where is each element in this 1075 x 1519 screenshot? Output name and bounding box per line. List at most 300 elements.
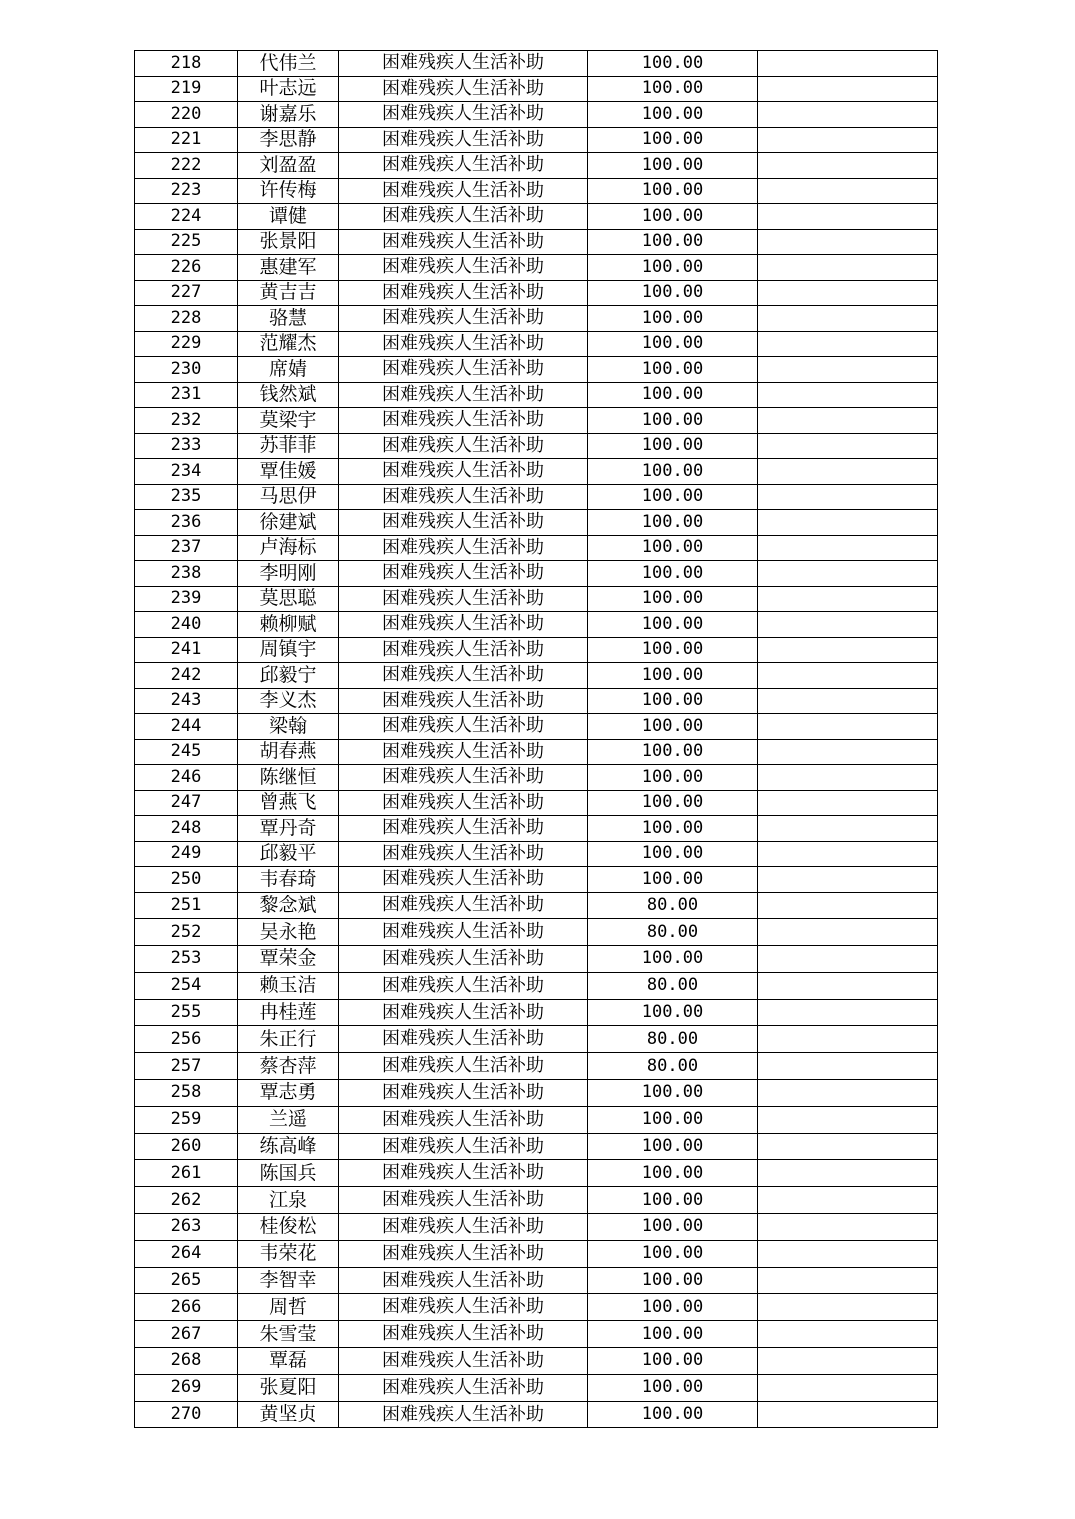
recipient-name-cell-text: 胡春燕 <box>259 740 317 763</box>
subsidy-item-cell <box>339 714 588 740</box>
amount-cell-text: 100.00 <box>641 129 704 150</box>
subsidy-item-cell-text: 困难残疾人生活补助 <box>382 1189 544 1211</box>
row-number-cell-text: 218 <box>170 52 202 73</box>
subsidy-item-cell <box>339 153 588 179</box>
subsidy-item-cell <box>339 1321 588 1348</box>
recipient-name-cell-text: 席婧 <box>268 357 307 380</box>
amount-cell-text: 100.00 <box>641 435 704 456</box>
recipient-name-cell <box>238 816 339 842</box>
remarks-cell <box>758 1401 938 1428</box>
recipient-name-cell <box>238 1348 339 1375</box>
row-number-cell <box>135 739 238 765</box>
remarks-cell <box>758 999 938 1026</box>
recipient-name-cell-text: 覃磊 <box>268 1349 307 1372</box>
amount-cell-text: 100.00 <box>641 664 704 685</box>
row-number-cell <box>135 999 238 1026</box>
recipient-name-cell <box>238 1214 339 1241</box>
amount-cell <box>588 1160 758 1187</box>
recipient-name-cell-text: 赖玉洁 <box>259 974 317 997</box>
remarks-cell <box>758 306 938 332</box>
row-number-cell <box>135 1321 238 1348</box>
subsidy-item-cell <box>339 255 588 281</box>
recipient-name-cell-text: 骆慧 <box>268 306 307 329</box>
amount-cell-text: 100.00 <box>641 103 704 124</box>
row-number-cell <box>135 408 238 434</box>
recipient-name-cell <box>238 459 339 485</box>
amount-cell <box>588 408 758 434</box>
remarks-cell <box>758 972 938 999</box>
recipient-name-cell-text: 莫梁宇 <box>259 408 317 431</box>
amount-cell <box>588 102 758 128</box>
amount-cell-text: 100.00 <box>641 766 704 787</box>
amount-cell-text: 100.00 <box>641 307 704 328</box>
recipient-name-cell <box>238 1374 339 1401</box>
row-number-cell <box>135 1267 238 1294</box>
row-number-cell <box>135 892 238 919</box>
row-number-cell <box>135 663 238 689</box>
subsidy-item-cell <box>339 433 588 459</box>
amount-cell <box>588 1321 758 1348</box>
recipient-name-cell <box>238 102 339 128</box>
subsidy-item-cell-text: 困难残疾人生活补助 <box>382 664 544 686</box>
recipient-name-cell-text: 曾燕飞 <box>259 791 317 814</box>
amount-cell <box>588 841 758 867</box>
row-number-cell-text: 235 <box>170 486 202 507</box>
table-row <box>135 637 938 663</box>
subsidy-item-cell <box>339 102 588 128</box>
row-number-cell-text: 240 <box>170 613 202 634</box>
subsidy-item-cell-text: 困难残疾人生活补助 <box>382 1269 544 1291</box>
remarks-cell <box>758 510 938 536</box>
amount-cell <box>588 1240 758 1267</box>
subsidy-item-cell-text: 困难残疾人生活补助 <box>382 613 544 635</box>
amount-cell <box>588 510 758 536</box>
table-row <box>135 739 938 765</box>
recipient-name-cell <box>238 1294 339 1321</box>
row-number-cell <box>135 204 238 230</box>
amount-cell-text: 100.00 <box>641 180 704 201</box>
recipient-name-cell <box>238 1267 339 1294</box>
row-number-cell-text: 249 <box>170 843 202 864</box>
recipient-name-cell <box>238 972 339 999</box>
subsidy-item-cell <box>339 892 588 919</box>
remarks-cell <box>758 765 938 791</box>
subsidy-item-cell <box>339 510 588 536</box>
subsidy-item-cell <box>339 765 588 791</box>
recipient-name-cell-text: 韦荣花 <box>259 1242 317 1265</box>
row-number-cell <box>135 612 238 638</box>
table-row <box>135 892 938 919</box>
amount-cell-text: 100.00 <box>641 358 704 379</box>
table-row <box>135 76 938 102</box>
row-number-cell-text: 227 <box>170 282 202 303</box>
row-number-cell-text: 268 <box>170 1350 202 1371</box>
recipient-name-cell <box>238 204 339 230</box>
amount-cell-text: 100.00 <box>641 948 704 969</box>
amount-cell-text: 100.00 <box>641 231 704 252</box>
row-number-cell <box>135 331 238 357</box>
subsidy-item-cell <box>339 1214 588 1241</box>
table-row <box>135 357 938 383</box>
recipient-name-cell-text: 黎念斌 <box>259 893 317 916</box>
recipient-name-cell <box>238 892 339 919</box>
row-number-cell-text: 259 <box>170 1109 202 1130</box>
amount-cell <box>588 790 758 816</box>
recipient-name-cell-text: 兰遥 <box>268 1108 307 1131</box>
row-number-cell <box>135 1053 238 1080</box>
recipient-name-cell <box>238 841 339 867</box>
subsidy-item-cell-text: 困难残疾人生活补助 <box>382 1081 544 1103</box>
amount-cell-text: 100.00 <box>641 384 704 405</box>
table-row <box>135 1053 938 1080</box>
amount-cell-text: 100.00 <box>641 511 704 532</box>
recipient-name-cell <box>238 1026 339 1053</box>
row-number-cell-text: 245 <box>170 741 202 762</box>
recipient-name-cell-text: 叶志远 <box>259 77 317 100</box>
subsidy-item-cell-text: 困难残疾人生活补助 <box>382 791 544 813</box>
amount-cell <box>588 1187 758 1214</box>
remarks-cell <box>758 714 938 740</box>
row-number-cell <box>135 637 238 663</box>
recipient-name-cell-text: 陈国兵 <box>259 1161 317 1184</box>
row-number-cell <box>135 790 238 816</box>
table-row <box>135 714 938 740</box>
amount-cell <box>588 433 758 459</box>
row-number-cell-text: 230 <box>170 358 202 379</box>
remarks-cell <box>758 637 938 663</box>
subsidy-item-cell-text: 困难残疾人生活补助 <box>382 1403 544 1425</box>
amount-cell <box>588 1374 758 1401</box>
amount-cell-text: 100.00 <box>641 486 704 507</box>
table-row <box>135 127 938 153</box>
amount-cell <box>588 765 758 791</box>
amount-cell-text: 100.00 <box>641 792 704 813</box>
row-number-cell <box>135 919 238 946</box>
amount-cell <box>588 1348 758 1375</box>
row-number-cell <box>135 816 238 842</box>
table-row <box>135 255 938 281</box>
subsidy-item-cell-text: 困难残疾人生活补助 <box>382 1108 544 1130</box>
remarks-cell <box>758 946 938 973</box>
amount-cell-text: 100.00 <box>641 1082 704 1103</box>
table-row <box>135 790 938 816</box>
table-body <box>135 51 938 1428</box>
remarks-cell <box>758 204 938 230</box>
recipient-name-cell <box>238 280 339 306</box>
remarks-cell <box>758 663 938 689</box>
amount-cell <box>588 178 758 204</box>
row-number-cell-text: 258 <box>170 1082 202 1103</box>
recipient-name-cell-text: 张景阳 <box>259 230 317 253</box>
row-number-cell <box>135 1187 238 1214</box>
recipient-name-cell-text: 范耀杰 <box>259 332 317 355</box>
subsidy-item-cell <box>339 946 588 973</box>
amount-cell <box>588 76 758 102</box>
amount-cell <box>588 153 758 179</box>
subsidy-item-cell <box>339 1401 588 1428</box>
row-number-cell-text: 220 <box>170 103 202 124</box>
table-row <box>135 204 938 230</box>
remarks-cell <box>758 127 938 153</box>
recipient-name-cell <box>238 1106 339 1133</box>
recipient-name-cell <box>238 1053 339 1080</box>
amount-cell-text: 100.00 <box>641 409 704 430</box>
row-number-cell-text: 229 <box>170 333 202 354</box>
row-number-cell-text: 261 <box>170 1162 202 1183</box>
recipient-name-cell-text: 朱正行 <box>259 1027 317 1050</box>
subsidy-item-cell <box>339 306 588 332</box>
recipient-name-cell-text: 徐建斌 <box>259 510 317 533</box>
amount-cell <box>588 688 758 714</box>
row-number-cell <box>135 535 238 561</box>
subsidy-item-cell-text: 困难残疾人生活补助 <box>382 434 544 456</box>
subsidy-item-cell-text: 困难残疾人生活补助 <box>382 868 544 890</box>
row-number-cell <box>135 229 238 255</box>
recipient-name-cell-text: 惠建军 <box>259 255 317 278</box>
row-number-cell <box>135 561 238 587</box>
row-number-cell <box>135 484 238 510</box>
amount-cell <box>588 280 758 306</box>
table-row <box>135 331 938 357</box>
remarks-cell <box>758 153 938 179</box>
recipient-name-cell-text: 刘盈盈 <box>259 153 317 176</box>
amount-cell-text: 100.00 <box>641 1189 704 1210</box>
recipient-name-cell-text: 邱毅平 <box>259 842 317 865</box>
table-row <box>135 663 938 689</box>
recipient-name-cell-text: 覃志勇 <box>259 1081 317 1104</box>
remarks-cell <box>758 586 938 612</box>
amount-cell-text: 100.00 <box>641 282 704 303</box>
table-row <box>135 1026 938 1053</box>
amount-cell-text: 100.00 <box>641 1109 704 1130</box>
amount-cell-text: 100.00 <box>641 460 704 481</box>
row-number-cell <box>135 714 238 740</box>
row-number-cell <box>135 280 238 306</box>
row-number-cell <box>135 1026 238 1053</box>
table-row <box>135 586 938 612</box>
row-number-cell-text: 266 <box>170 1296 202 1317</box>
table-row <box>135 765 938 791</box>
subsidy-item-cell-text: 困难残疾人生活补助 <box>382 715 544 737</box>
subsidy-item-cell-text: 困难残疾人生活补助 <box>382 511 544 533</box>
recipient-name-cell-text: 覃丹奇 <box>259 816 317 839</box>
amount-cell <box>588 919 758 946</box>
amount-cell <box>588 663 758 689</box>
amount-cell <box>588 892 758 919</box>
subsidy-item-cell <box>339 1348 588 1375</box>
recipient-name-cell <box>238 535 339 561</box>
row-number-cell-text: 250 <box>170 868 202 889</box>
amount-cell <box>588 255 758 281</box>
recipient-name-cell <box>238 382 339 408</box>
table-row <box>135 867 938 893</box>
recipient-name-cell <box>238 612 339 638</box>
recipient-name-cell-text: 冉桂莲 <box>259 1001 317 1024</box>
row-number-cell <box>135 51 238 77</box>
row-number-cell-text: 237 <box>170 537 202 558</box>
recipient-name-cell <box>238 790 339 816</box>
subsidy-table <box>134 50 938 1428</box>
subsidy-item-cell-text: 困难残疾人生活补助 <box>382 766 544 788</box>
amount-cell-text: 100.00 <box>641 868 704 889</box>
table-row <box>135 1160 938 1187</box>
row-number-cell-text: 270 <box>170 1404 202 1425</box>
subsidy-item-cell <box>339 867 588 893</box>
recipient-name-cell <box>238 229 339 255</box>
row-number-cell <box>135 1214 238 1241</box>
row-number-cell <box>135 867 238 893</box>
amount-cell-text: 100.00 <box>641 690 704 711</box>
recipient-name-cell-text: 李智幸 <box>259 1269 317 1292</box>
amount-cell-text: 100.00 <box>641 639 704 660</box>
amount-cell <box>588 535 758 561</box>
remarks-cell <box>758 790 938 816</box>
amount-cell-text: 80.00 <box>646 921 699 942</box>
amount-cell-text: 100.00 <box>641 1377 704 1398</box>
amount-cell <box>588 1106 758 1133</box>
subsidy-item-cell <box>339 561 588 587</box>
recipient-name-cell-text: 陈继恒 <box>259 765 317 788</box>
remarks-cell <box>758 1294 938 1321</box>
row-number-cell <box>135 76 238 102</box>
table-row <box>135 1294 938 1321</box>
amount-cell-text: 80.00 <box>646 1028 699 1049</box>
amount-cell <box>588 714 758 740</box>
subsidy-item-cell-text: 困难残疾人生活补助 <box>382 947 544 969</box>
recipient-name-cell-text: 李义杰 <box>259 689 317 712</box>
amount-cell <box>588 816 758 842</box>
row-number-cell-text: 219 <box>170 78 202 99</box>
amount-cell-text: 100.00 <box>641 154 704 175</box>
subsidy-item-cell-text: 困难残疾人生活补助 <box>382 281 544 303</box>
subsidy-item-cell-text: 困难残疾人生活补助 <box>382 974 544 996</box>
amount-cell-text: 100.00 <box>641 843 704 864</box>
row-number-cell <box>135 127 238 153</box>
subsidy-item-cell-text: 困难残疾人生活补助 <box>382 230 544 252</box>
amount-cell-text: 100.00 <box>641 537 704 558</box>
subsidy-item-cell <box>339 1106 588 1133</box>
subsidy-item-cell <box>339 586 588 612</box>
recipient-name-cell-text: 黄坚贞 <box>259 1403 317 1426</box>
amount-cell-text: 100.00 <box>641 78 704 99</box>
subsidy-item-cell <box>339 688 588 714</box>
subsidy-item-cell <box>339 408 588 434</box>
amount-cell-text: 100.00 <box>641 1323 704 1344</box>
recipient-name-cell <box>238 153 339 179</box>
recipient-name-cell <box>238 331 339 357</box>
subsidy-item-cell-text: 困难残疾人生活补助 <box>382 1055 544 1077</box>
amount-cell-text: 100.00 <box>641 715 704 736</box>
remarks-cell <box>758 919 938 946</box>
recipient-name-cell <box>238 1187 339 1214</box>
table-row <box>135 1374 938 1401</box>
remarks-cell <box>758 1267 938 1294</box>
amount-cell <box>588 204 758 230</box>
amount-cell <box>588 739 758 765</box>
subsidy-item-cell <box>339 204 588 230</box>
recipient-name-cell-text: 李思静 <box>259 128 317 151</box>
row-number-cell-text: 269 <box>170 1377 202 1398</box>
subsidy-item-cell-text: 困难残疾人生活补助 <box>382 1376 544 1398</box>
row-number-cell-text: 222 <box>170 154 202 175</box>
row-number-cell-text: 257 <box>170 1055 202 1076</box>
row-number-cell <box>135 153 238 179</box>
subsidy-item-cell-text: 困难残疾人生活补助 <box>382 894 544 916</box>
subsidy-item-cell <box>339 919 588 946</box>
table-row <box>135 1321 938 1348</box>
row-number-cell <box>135 688 238 714</box>
subsidy-item-cell <box>339 127 588 153</box>
row-number-cell-text: 231 <box>170 384 202 405</box>
row-number-cell-text: 243 <box>170 690 202 711</box>
table-row <box>135 1080 938 1107</box>
amount-cell <box>588 484 758 510</box>
row-number-cell-text: 244 <box>170 715 202 736</box>
subsidy-item-cell-text: 困难残疾人生活补助 <box>382 1349 544 1371</box>
subsidy-item-cell <box>339 484 588 510</box>
recipient-name-cell <box>238 765 339 791</box>
amount-cell <box>588 1214 758 1241</box>
subsidy-item-cell <box>339 357 588 383</box>
recipient-name-cell-text: 吴永艳 <box>259 920 317 943</box>
table-row <box>135 946 938 973</box>
amount-cell-text: 100.00 <box>641 1216 704 1237</box>
remarks-cell <box>758 535 938 561</box>
row-number-cell <box>135 1240 238 1267</box>
recipient-name-cell <box>238 1133 339 1160</box>
row-number-cell-text: 267 <box>170 1323 202 1344</box>
remarks-cell <box>758 382 938 408</box>
subsidy-item-cell-text: 困难残疾人生活补助 <box>382 842 544 864</box>
row-number-cell-text: 252 <box>170 921 202 942</box>
row-number-cell-text: 246 <box>170 766 202 787</box>
row-number-cell-text: 239 <box>170 588 202 609</box>
remarks-cell <box>758 1374 938 1401</box>
subsidy-item-cell <box>339 739 588 765</box>
table-row <box>135 972 938 999</box>
row-number-cell <box>135 1374 238 1401</box>
recipient-name-cell-text: 周镇宇 <box>259 638 317 661</box>
subsidy-item-cell-text: 困难残疾人生活补助 <box>382 1323 544 1345</box>
remarks-cell <box>758 484 938 510</box>
remarks-cell <box>758 433 938 459</box>
subsidy-item-cell-text: 困难残疾人生活补助 <box>382 921 544 943</box>
row-number-cell <box>135 765 238 791</box>
table-row <box>135 535 938 561</box>
table-row <box>135 459 938 485</box>
amount-cell-text: 80.00 <box>646 975 699 996</box>
remarks-cell <box>758 892 938 919</box>
amount-cell <box>588 331 758 357</box>
amount-cell-text: 80.00 <box>646 894 699 915</box>
recipient-name-cell <box>238 999 339 1026</box>
remarks-cell <box>758 229 938 255</box>
recipient-name-cell-text: 江泉 <box>268 1188 307 1211</box>
recipient-name-cell <box>238 306 339 332</box>
amount-cell-text: 100.00 <box>641 1270 704 1291</box>
recipient-name-cell-text: 许传梅 <box>259 179 317 202</box>
amount-cell-text: 100.00 <box>641 1002 704 1023</box>
remarks-cell <box>758 739 938 765</box>
table-row <box>135 306 938 332</box>
subsidy-item-cell-text: 困难残疾人生活补助 <box>382 256 544 278</box>
remarks-cell <box>758 51 938 77</box>
amount-cell <box>588 1026 758 1053</box>
amount-cell <box>588 382 758 408</box>
table-row <box>135 1187 938 1214</box>
amount-cell <box>588 999 758 1026</box>
subsidy-item-cell-text: 困难残疾人生活补助 <box>382 638 544 660</box>
